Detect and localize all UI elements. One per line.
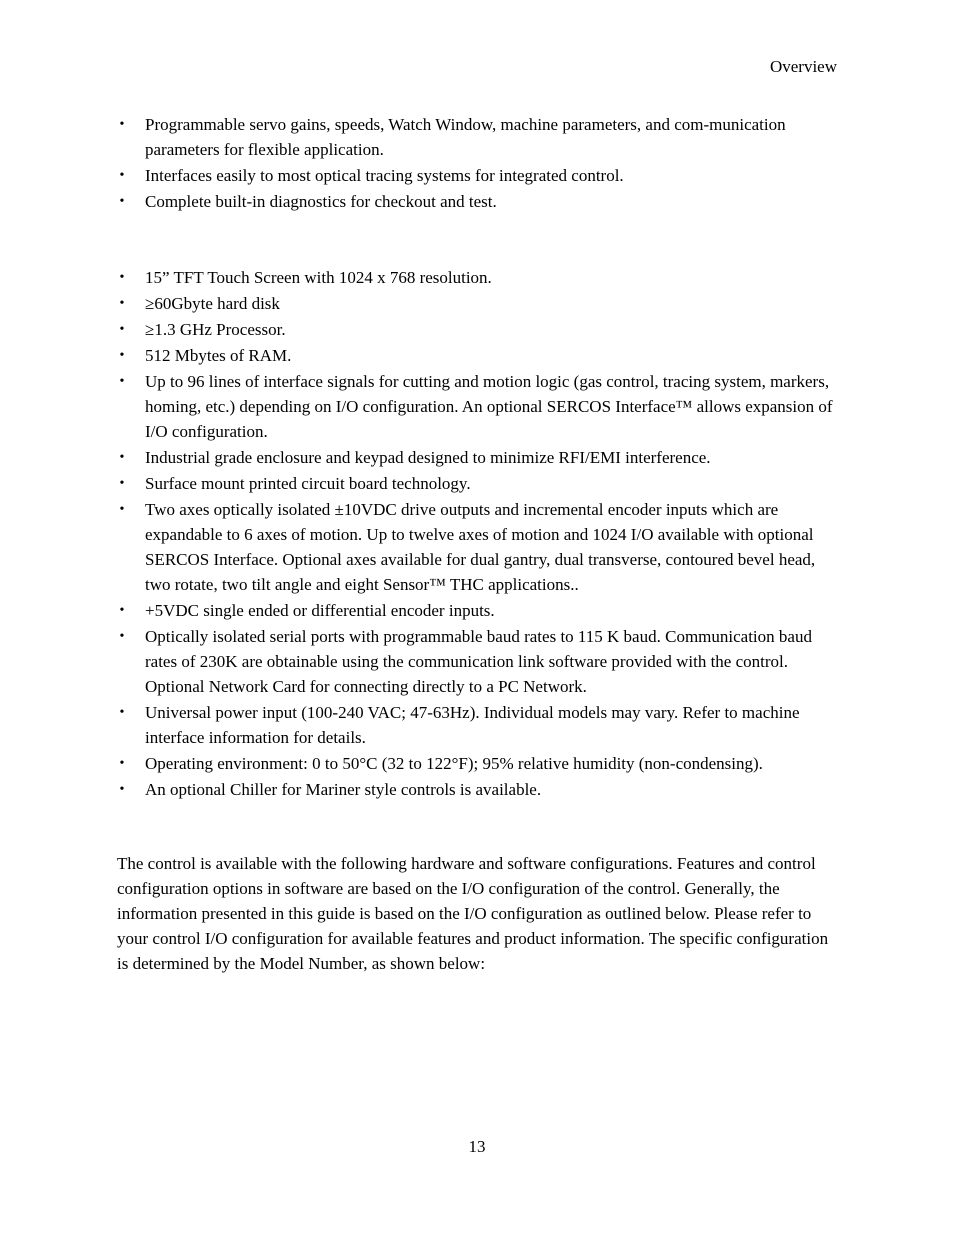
list-item-text: Up to 96 lines of interface signals for cutting and motion logic (gas control, tracing system, markers, homing, etc.) depending on I/O configuration. An optional SERCOS Interface™ allows expansion of I/O configuration. [145,372,833,441]
feature-list [117,112,837,215]
list-item-text: +5VDC single ended or differential encoder inputs. [145,601,495,620]
bullet-icon: • [119,270,125,285]
list-item-text: Industrial grade enclosure and keypad designed to minimize RFI/EMI interference. [145,448,711,467]
list-item [117,471,837,496]
list-item [117,598,837,623]
list-item-text: Programmable servo gains, speeds, Watch Window, machine parameters, and com-munication parameters for flexible application. [145,115,786,159]
list-item [117,445,837,470]
bullet-icon: • [119,374,125,389]
list-item-text: Operating environment: 0 to 50°C (32 to 122°F); 95% relative humidity (non-condensing). [145,754,763,773]
bullet-icon: • [119,476,125,491]
list-item-text: Universal power input (100-240 VAC; 47-63Hz). Individual models may vary. Refer to machine interface information for details. [145,703,800,747]
list-item [117,291,837,316]
bullet-icon: • [119,348,125,363]
list-item-text: Two axes optically isolated ±10VDC drive outputs and incremental encoder inputs which are expandable to 6 axes of motion. Up to twelve axes of motion and 1024 I/O available with optional SERCOS Interface. Optional axes available for dual gantry, dual transverse, contoured bevel head, two rotate, two tilt angle and eight Sensor™ THC applications.. [145,500,816,594]
list-item [117,497,837,597]
bullet-icon: • [119,629,125,644]
configuration-paragraph: The control is available with the following hardware and software configurations. Features and control configuration options in software are based on the I/O configuration of the control. Generally, the information presented in this guide is based on the I/O configuration as outlined below. Please refer to your control I/O configuration for available features and product information. The specific configuration is determined by the Model Number, as shown below: [117,854,829,973]
list-item [117,700,837,750]
list-item-text: An optional Chiller for Mariner style controls is available. [145,780,542,799]
bullet-icon: • [119,450,125,465]
list-item [117,369,837,444]
list-item-text: ≥60Gbyte hard disk [145,294,280,313]
list-item [117,112,837,162]
list-item [117,189,837,214]
bullet-icon: • [119,756,125,771]
bullet-icon: • [119,502,125,517]
page-number: 13 [468,1137,486,1156]
list-item-text: Complete built-in diagnostics for checkout and test. [145,192,497,211]
bullet-icon: • [119,322,125,337]
list-item [117,163,837,188]
list-item-text: Optically isolated serial ports with programmable baud rates to 115 K baud. Communication baud rates of 230K are obtainable using the communication link software provided with the control. Optional Network Card for connecting directly to a PC Network. [145,627,812,696]
bullet-icon: • [119,117,125,132]
list-item [117,777,837,802]
list-item-text: Interfaces easily to most optical tracing systems for integrated control. [145,166,624,185]
bullet-icon: • [119,168,125,183]
bullet-icon: • [119,603,125,618]
list-item [117,751,837,776]
bullet-icon: • [119,782,125,797]
list-item [117,624,837,699]
hardware-list [117,265,837,803]
running-header: Overview [769,57,837,76]
list-item-text: 512 Mbytes of RAM. [145,346,292,365]
bullet-icon: • [119,194,125,209]
bullet-icon: • [119,296,125,311]
list-item-text: Surface mount printed circuit board technology. [145,474,471,493]
bullet-icon: • [119,705,125,720]
list-item [117,343,837,368]
list-item-text: 15” TFT Touch Screen with 1024 x 768 resolution. [145,268,492,287]
list-item [117,265,837,290]
list-item-text: ≥1.3 GHz Processor. [145,320,286,339]
list-item [117,317,837,342]
